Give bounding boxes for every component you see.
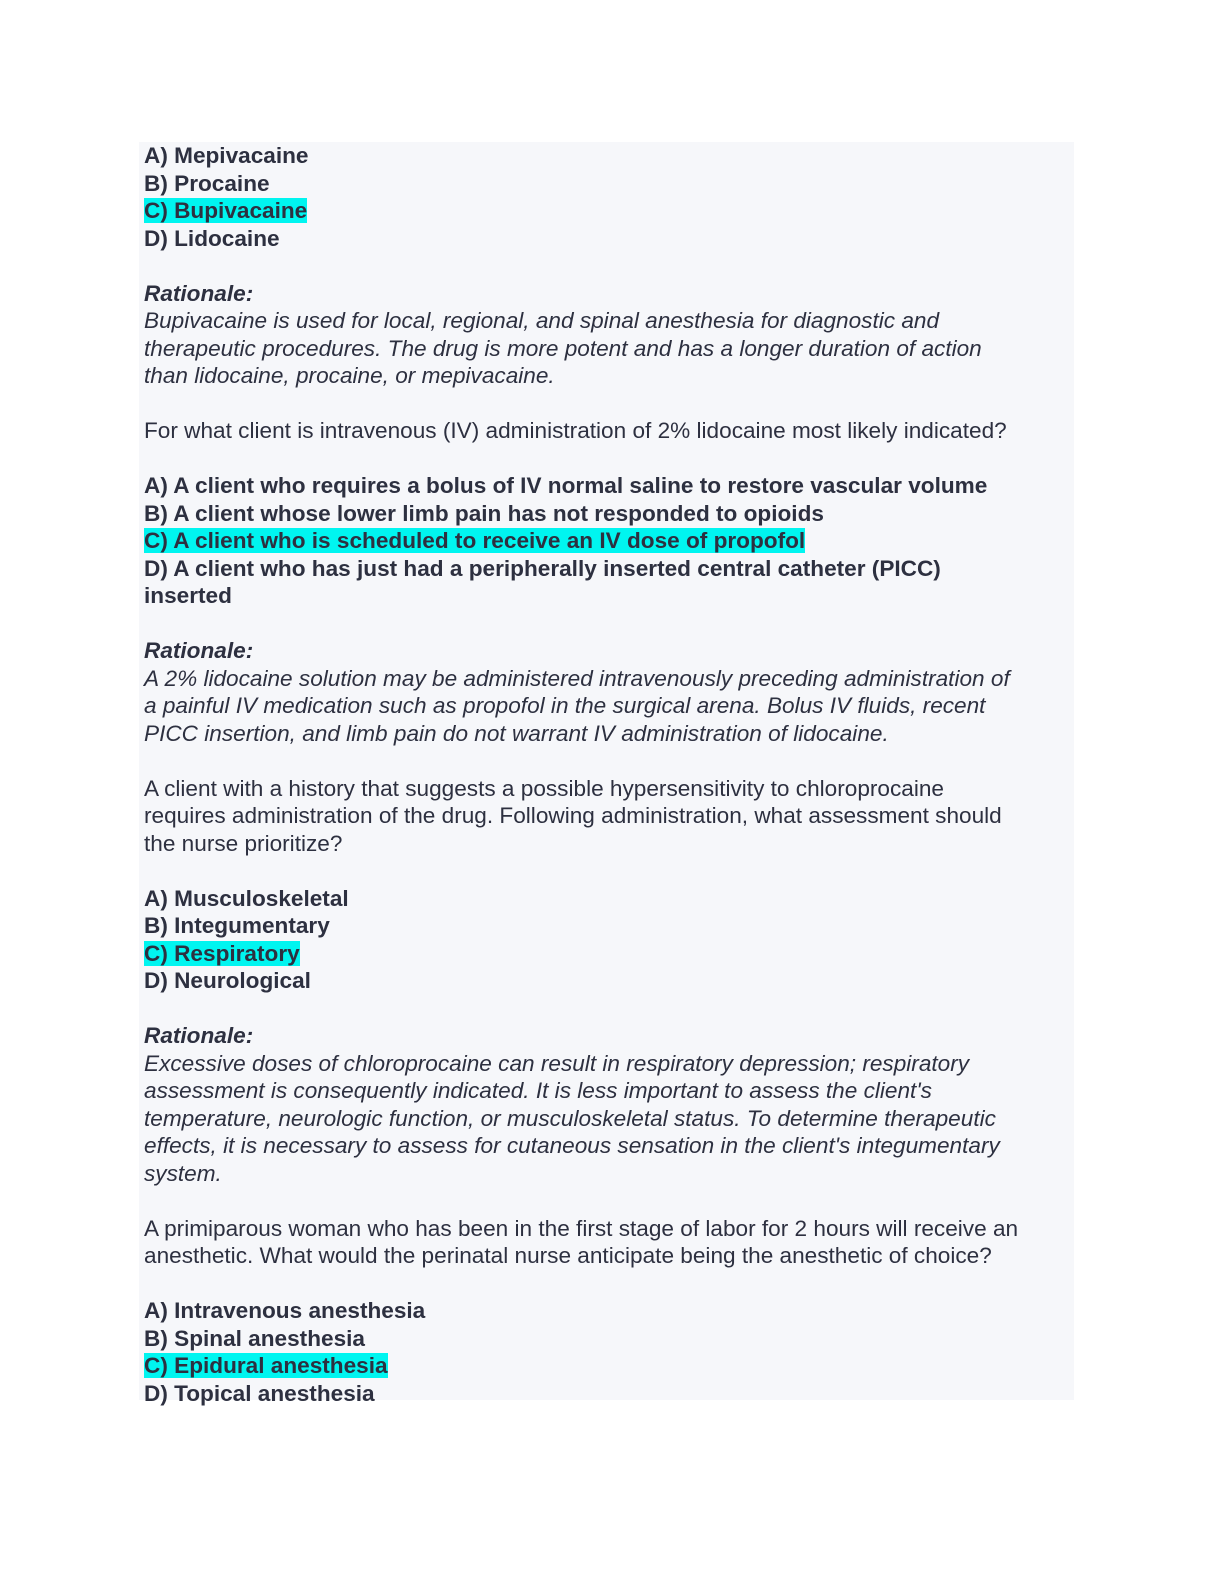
rationale-label: Rationale:: [144, 1023, 254, 1048]
q3-option-a: A) Musculoskeletal: [144, 885, 349, 911]
answer-highlight: C) A client who is scheduled to receive an IV dose of propofol: [144, 528, 806, 553]
rationale-line: system.: [144, 1160, 222, 1186]
q2-option-c-correct: [144, 527, 1074, 555]
question-line: requires administration of the drug. Following administration, what assessment should: [144, 803, 1002, 828]
q3-option-c-correct: [144, 940, 1074, 968]
document-content: [144, 142, 1074, 1407]
q3-option-d: D) Neurological: [144, 968, 311, 993]
answer-highlight: C) Epidural anesthesia: [144, 1353, 388, 1378]
rationale-label: Rationale:: [144, 638, 254, 663]
rationale-line: Excessive doses of chloroprocaine can result in respiratory depression; respiratory: [144, 1050, 970, 1076]
question-line: A primiparous woman who has been in the first stage of labor for 2 hours will receive an: [144, 1215, 1019, 1241]
answer-highlight: C) Bupivacaine: [144, 198, 308, 223]
rationale-line: therapeutic procedures. The drug is more potent and has a longer duration of action: [144, 335, 982, 361]
rationale-line: effects, it is necessary to assess for cutaneous sensation in the client's integumentary: [144, 1133, 1000, 1158]
q1-options: [144, 142, 1074, 252]
rationale-line: PICC insertion, and limb pain do not warrant IV administration of lidocaine.: [144, 720, 889, 746]
q3-question: [144, 775, 1074, 858]
q4-option-c-correct: [144, 1352, 1074, 1380]
q4-option-d: D) Topical anesthesia: [144, 1380, 375, 1406]
q1-option-d: D) Lidocaine: [144, 225, 280, 251]
q2-option-d-continued: inserted: [144, 583, 232, 608]
rationale-line: Bupivacaine is used for local, regional, and spinal anesthesia for diagnostic and: [144, 308, 940, 333]
q4-option-a: A) Intravenous anesthesia: [144, 1298, 426, 1323]
q2-options: [144, 472, 1074, 610]
question-line: A client with a history that suggests a possible hypersensitivity to chloroprocaine: [144, 775, 944, 801]
rationale-line: a painful IV medication such as propofol in the surgical arena. Bolus IV fluids, recent: [144, 693, 986, 718]
q2-option-a: A) A client who requires a bolus of IV normal saline to restore vascular volume: [144, 473, 988, 498]
rationale-line: assessment is consequently indicated. It is less important to assess the client's: [144, 1078, 932, 1103]
rationale-line: A 2% lidocaine solution may be administered intravenously preceding administration of: [144, 665, 1010, 691]
rationale-line: than lidocaine, procaine, or mepivacaine.: [144, 363, 555, 388]
question-line: anesthetic. What would the perinatal nurse anticipate being the anesthetic of choice?: [144, 1243, 992, 1268]
q3-rationale: [144, 1022, 1074, 1187]
q1-option-a: A) Mepivacaine: [144, 143, 309, 168]
q4-option-b: B) Spinal anesthesia: [144, 1325, 365, 1351]
q1-rationale: [144, 280, 1074, 390]
q2-rationale: [144, 637, 1074, 747]
q3-option-b: B) Integumentary: [144, 913, 330, 938]
q1-option-c-correct: [144, 197, 1074, 225]
question-line: For what client is intravenous (IV) administration of 2% lidocaine most likely indicated?: [144, 418, 1007, 443]
question-line: the nurse prioritize?: [144, 830, 343, 856]
q2-option-b: B) A client whose lower limb pain has not responded to opioids: [144, 500, 824, 526]
q4-options: [144, 1297, 1074, 1407]
q1-option-b: B) Procaine: [144, 170, 270, 196]
q2-question: [144, 417, 1074, 445]
rationale-label: Rationale:: [144, 280, 254, 306]
q2-option-d: D) A client who has just had a peripherally inserted central catheter (PICC): [144, 555, 941, 581]
q4-question: [144, 1215, 1074, 1270]
q3-options: [144, 885, 1074, 995]
answer-highlight: C) Respiratory: [144, 940, 300, 966]
rationale-line: temperature, neurologic function, or musculoskeletal status. To determine therapeutic: [144, 1105, 996, 1131]
